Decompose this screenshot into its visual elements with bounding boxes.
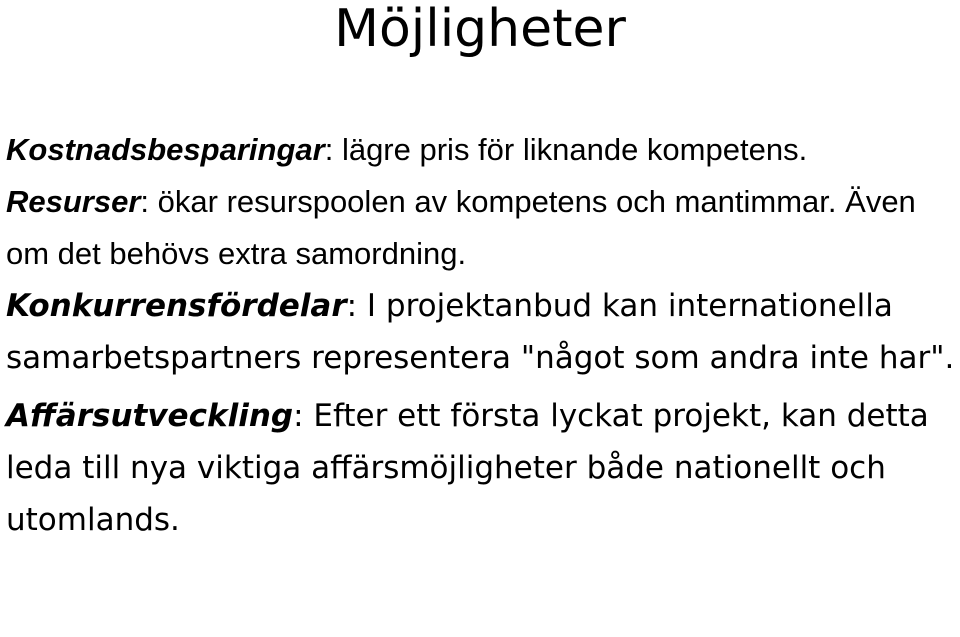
point-separator: : (293, 398, 304, 434)
point-separator: : (324, 132, 334, 167)
point-text: I projektanbud kan internationella samarbetspartners representera "något som andra inte har". (6, 288, 955, 376)
point-term: Affärsutveckling (6, 398, 294, 434)
point-cost-savings (6, 124, 956, 176)
point-text: Efter ett första lyckat projekt, kan detta leda till nya viktiga affärsmöjligheter både nationellt och utomlands. (6, 398, 929, 538)
point-competitive-advantages (6, 280, 956, 384)
bullet-list (6, 124, 956, 546)
point-separator: : (346, 288, 358, 324)
point-text: ökar resurspoolen av kompetens och mantimmar. Även om det behövs extra samordning. (6, 184, 916, 271)
point-text: lägre pris för liknande kompetens. (333, 132, 808, 167)
point-separator: : (140, 184, 150, 219)
point-term: Konkurrensfördelar (6, 288, 347, 324)
slide-title: Möjligheter (334, 0, 626, 59)
point-term: Resurser (6, 184, 141, 219)
point-business-development (6, 390, 956, 546)
point-resources (6, 176, 956, 280)
point-term: Kostnadsbesparingar (6, 132, 325, 167)
